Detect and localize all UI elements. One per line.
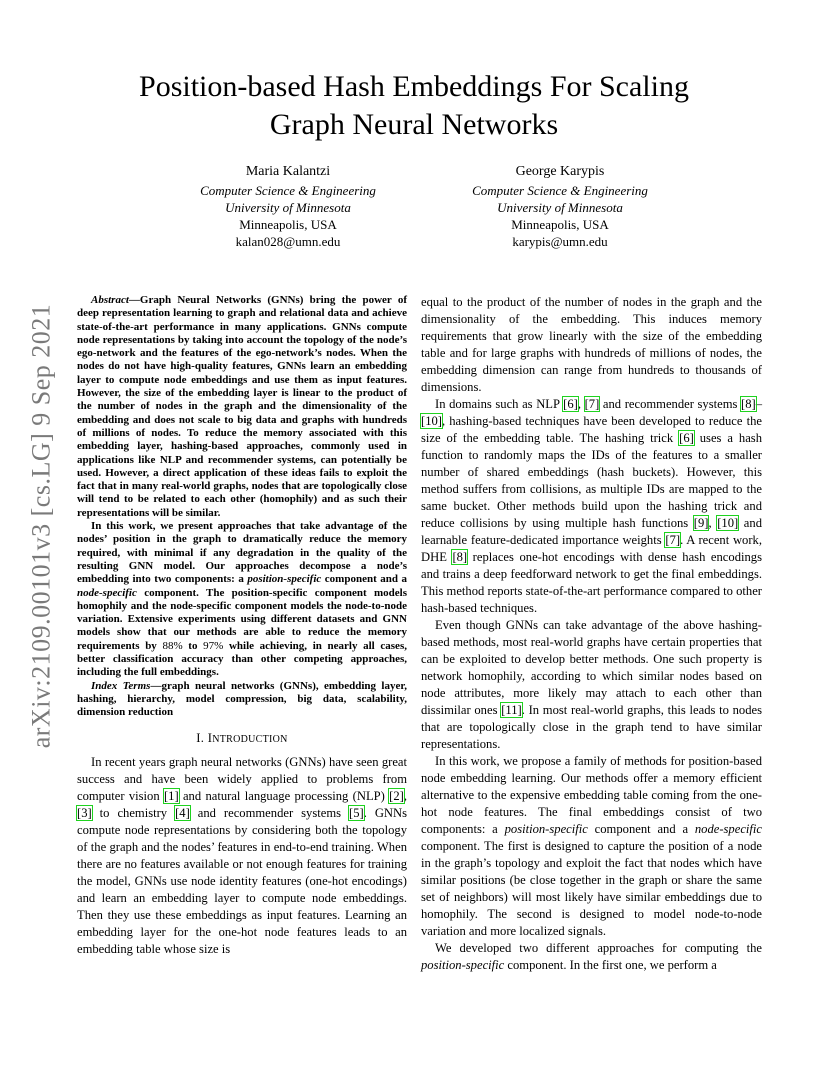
emphasis-text: node-specific [694, 822, 762, 836]
abstract-emphasis: position-specific [247, 573, 322, 586]
abstract-emphasis: node-specific [77, 586, 137, 599]
citation-link[interactable]: [6] [679, 431, 694, 445]
body-text: , [708, 516, 718, 530]
arxiv-identifier-text: arXiv:2109.00101v3 [cs.LG] 9 Sep 2021 [26, 303, 55, 749]
citation-link[interactable]: [8] [452, 550, 468, 564]
left-column [77, 294, 407, 958]
abstract [77, 294, 407, 720]
abstract-text: component. The position-specific component models homophily and the node-specific component models the node-to-node variation. Extensive experiments using different datasets and GNN models show that our methods are able to reduce the memory requirements by [77, 586, 407, 652]
citation-link[interactable]: [1] [163, 788, 179, 803]
body-text: and recommender systems [599, 397, 742, 411]
body-text: . In most real-world graphs, this leads to nodes that are topologically close in the graph tend to have similar representations. [421, 703, 762, 751]
citation-link[interactable]: [7] [665, 533, 681, 547]
abstract-number: 88% [162, 639, 183, 652]
author-university: University of Minnesota [225, 200, 351, 215]
body-text: equal to the product of the number of nodes in the graph and the dimensionality of the embedding. This induces memory requirements that grow linearly with the size of the embedding table and for large graphs with hundreds of millions of nodes, the embedding dimension can range from hundreds to thousands of dimensions. [421, 295, 762, 394]
abstract-paragraph-2 [77, 520, 407, 680]
right-paragraph-4 [421, 753, 762, 940]
emphasis-text: position-specific [421, 958, 505, 972]
body-text: In this work, we propose a family of methods for position-based node embedding learning. Our methods offer a memory efficient alternative to the expensive embedding table coming from the one-hot node features. The final embeddings consist of two components: a [421, 754, 762, 836]
citation-link[interactable]: [9] [693, 516, 709, 530]
body-text: component and a [587, 822, 695, 836]
citation-link[interactable]: [7] [584, 397, 600, 411]
author-department: Computer Science & Engineering [472, 183, 648, 198]
abstract-text: In this work, we present approaches that take advantage of the nodes’ position in the graph to dramatically reduce the memory required, with minimal if any degradation in the quality of the resulting GNN model. Our approaches decompose a node’s embedding into two components: a [77, 520, 407, 586]
author-email: kalan028@umn.edu [235, 234, 341, 249]
author-name: George Karypis [515, 164, 605, 179]
citation-link[interactable]: [10] [717, 516, 739, 530]
abstract-text: component and a [321, 573, 407, 586]
body-text: , [577, 397, 585, 411]
section-initial: I [207, 730, 213, 745]
citation-link[interactable]: [10] [421, 414, 442, 428]
body-text: , hashing-based techniques have been developed to reduce the size of the embedding table. The hashing trick [421, 414, 762, 445]
right-paragraph-5 [421, 940, 762, 974]
body-text: . A recent work, DHE [421, 533, 762, 564]
citation-link[interactable]: [4] [175, 805, 190, 820]
emphasis-text: position-specific [504, 822, 588, 836]
author-block-2 [430, 163, 690, 250]
body-text: component. The first is designed to capture the position of a node in the graph’s topology and exploit the fact that nodes which have similar positions (be close together in the graph or share the same set of neighbors) will most likely have similar embeddings due to homophily. The second is designed to model node-to-node variation and more localized signals. [421, 839, 762, 938]
body-text: uses a hash function to randomly maps the IDs of the features to a smaller number of shared embeddings (hash buckets). However, this method suffers from collisions, as multiple IDs are mapped to the same bucket. Other methods build upon the hashing trick and reduce collisions by using multiple hash functions [421, 431, 762, 530]
abstract-number: 97% [203, 639, 224, 652]
citation-link[interactable]: [3] [77, 805, 92, 820]
paper-title [60, 68, 768, 144]
body-text: In domains such as NLP [435, 397, 564, 411]
right-paragraph-3 [421, 617, 762, 753]
index-terms: Index Terms—graph neural networks (GNNs), embedding layer, hashing, hierarchy, model compression, big data, scalability, dimension reduction [77, 679, 407, 719]
citation-link[interactable]: [11] [501, 703, 522, 717]
body-text: – [755, 397, 763, 411]
abstract-label: Abstract [91, 294, 129, 306]
body-text: replaces one-hot encodings with dense hash encodings and trains a deep feedforward network to get the final embeddings. This method reports state-of-the-art performance compared to other hash-based techniques. [421, 550, 762, 615]
author-email: karypis@umn.edu [512, 234, 608, 249]
right-paragraph-1 [421, 294, 762, 396]
author-department: Computer Science & Engineering [200, 183, 376, 198]
body-text: and recommender systems [189, 805, 349, 820]
arxiv-identifier-stamp [20, 296, 62, 756]
section-number: I. [196, 730, 208, 745]
abstract-text-1: Graph Neural Networks (GNNs) bring the power of deep representation learning to graph and relational data and achieve state-of-the-art performance in many applications. GNNs compute node representations by taking into account the topology of the node’s ego-network and the features of the ego-network’s nodes. When the nodes do not have high-quality features, GNNs learn an embedding layer to compute node embeddings and use them as input features. However, the size of the embedding layer is linear to the product of the number of nodes in the graph and the dimensionality of the embedding and does not scale to big data and graphs with hundreds of millions of nodes. To reduce the memory associated with this embedding layer, hashing-based approaches, commonly used in applications like NLP and recommender systems, can potentially be used. However, a direct application of these ideas fails to exploit the fact that in many real-world graphs, nodes that are topologically close will tend to be related to each other (homophily) and as such their representations will be similar. [77, 294, 407, 519]
abstract-text: while achieving, in nearly all cases, better classification accuracy than other competing approaches, including the full embeddings. [77, 639, 407, 679]
citation-link[interactable]: [2] [389, 788, 404, 803]
author-name: Maria Kalantzi [245, 164, 331, 179]
body-text: to chemistry [91, 805, 176, 820]
body-text: and learnable feature-dedicated importance weights [421, 516, 762, 547]
citation-link[interactable]: [5] [349, 805, 364, 820]
abstract-text: to [182, 639, 204, 652]
author-location: Minneapolis, USA [511, 217, 609, 232]
body-text: , [403, 788, 407, 803]
right-column [421, 294, 762, 974]
body-text: and natural language processing (NLP) [178, 788, 390, 803]
abstract-paragraph-1: Abstract—Graph Neural Networks (GNNs) bring the power of deep representation learning to graph and relational data and achieve state-of-the-art performance in many applications. GNNs compute node representations by taking into account the topology of the node’s ego-network and the features of the ego-network’s nodes. When the nodes do not have high-quality features, GNNs learn an embedding layer to compute node embeddings and use them as input features. However, the size of the embedding layer is linear to the product of the number of nodes in the graph and the dimensionality of the embedding and does not scale to big data and graphs with hundreds of millions of nodes. To reduce the memory associated with this embedding layer, hashing-based approaches, commonly used in applications like NLP and recommender systems, can potentially be used. However, a direct application of these ideas fails to exploit the fact that in many real-world graphs, nodes that are topologically close will tend to be related to each other (homophily) and as such their representations will be similar. [77, 294, 407, 519]
intro-paragraph-1 [77, 754, 407, 958]
title-line-1: Position-based Hash Embeddings For Scaling [139, 70, 689, 103]
body-text: . GNNs compute node representations by considering both the topology of the graph and the nodes’ features in end-to-end training. When there are no features available or not enough features for training the model, GNNs use node identity features (one-hot encodings) and learn an embedding layer to compute node embeddings. Then they use these embeddings as input features. Learning an embedding layer for the one-hot node features leads to an embedding table whose size is [77, 805, 408, 956]
body-text: Even though GNNs can take advantage of the above hashing-based methods, most real-world graphs have certain properties that can be exploited to develop better methods. One such property is network homophily, according to which similar nodes based on node attributes, more likely may attach to each other than dissimilar ones [421, 618, 762, 717]
body-text: We developed two different approaches for computing the [435, 941, 762, 955]
section-heading-introduction [77, 730, 407, 748]
citation-link[interactable]: [6] [563, 397, 578, 411]
body-text: In recent years graph neural networks (GNNs) have seen great success and have been widely applied to problems from computer vision [77, 754, 407, 803]
right-paragraph-2 [421, 396, 762, 617]
index-terms-text: graph neural networks (GNNs), embedding layer, hashing, hierarchy, model compression, big data, scalability, dimension reduction [77, 679, 407, 719]
body-text: component. In the first one, we perform a [504, 958, 717, 972]
author-location: Minneapolis, USA [239, 217, 337, 232]
author-university: University of Minnesota [497, 200, 623, 215]
section-title-rest: NTRODUCTION [212, 733, 288, 745]
citation-link[interactable]: [8] [741, 397, 756, 411]
title-line-2: Graph Neural Networks [269, 108, 559, 141]
author-block-1 [158, 163, 418, 250]
index-terms-label: Index Terms [91, 679, 151, 692]
